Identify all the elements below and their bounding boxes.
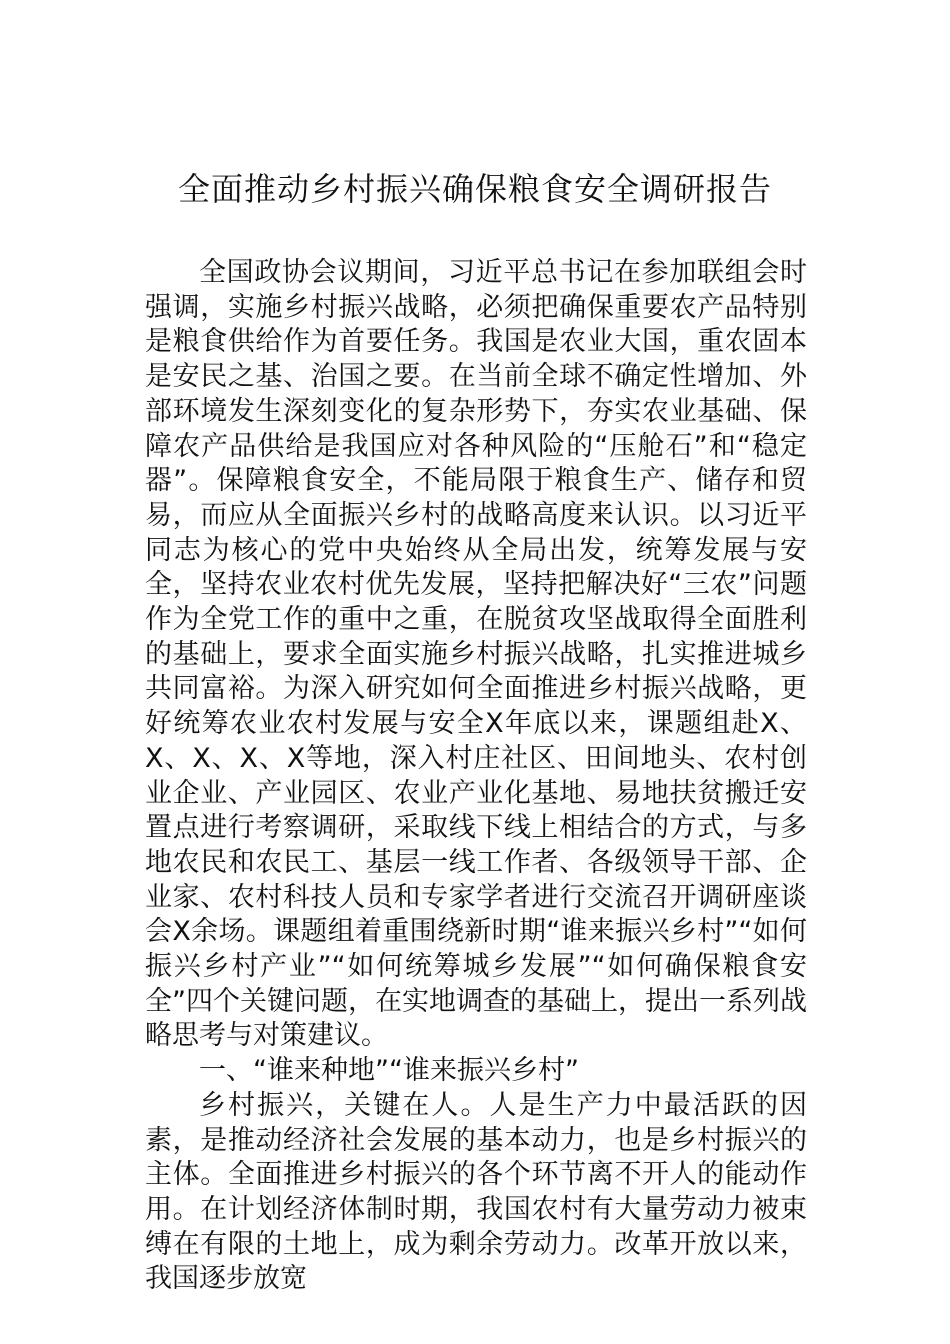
- section-heading: 一、“谁来种地”“谁来振兴乡村”: [199, 1055, 579, 1087]
- document-title: 全面推动乡村振兴确保粮食安全调研报告: [177, 170, 772, 208]
- section-paragraph: 乡村振兴，关键在人。人是生产力中最活跃的因素，是推动经济社会发展的基本动力，也是乡村振兴的主体。全面推进乡村振兴的各个环节离不开人的能动作用。在计划经济体制时期，我国农村有大量劳动力被束缚在有限的土地上，成为剩余劳动力。改革开放以来，我国逐步放宽: [145, 1089, 807, 1295]
- intro-paragraph: 全国政协会议期间，习近平总书记在参加联组会时强调，实施乡村振兴战略，必须把确保重要农产品特别是粮食供给作为首要任务。我国是农业大国，重农固本是安民之基、治国之要。在当前全球不确定性增加、外部环境发生深刻变化的复杂形势下，夯实农业基础、保障农产品供给是我国应对各种风险的“压舱石”和“稳定器”。保障粮食安全，不能局限于粮食生产、储存和贸易，而应从全面振兴乡村的战略高度来认识。以习近平同志为核心的党中央始终从全局出发，统筹发展与安全，坚持农业农村优先发展，坚持把解决好“三农”问题作为全党工作的重中之重，在脱贫攻坚战取得全面胜利的基础上，要求全面实施乡村振兴战略，扎实推进城乡共同富裕。为深入研究如何全面推进乡村振兴战略，更好统筹农业农村发展与安全X年底以来，课题组赴X、X、X、X、X等地，深入村庄社区、田间地头、农村创业企业、产业园区、农业产业化基地、易地扶贫搬迁安置点进行考察调研，采取线下线上相结合的方式，与多地农民和农民工、基层一线工作者、各级领导干部、企业家、农村科技人员和专家学者进行交流召开调研座谈会X余场。课题组着重围绕新时期“谁来振兴乡村”“如何振兴乡村产业”“如何统筹城乡发展”“如何确保粮食安全”四个关键问题，在实地调查的基础上，提出一系列战略思考与对策建议。: [145, 257, 807, 1052]
- document-body: [145, 256, 807, 1297]
